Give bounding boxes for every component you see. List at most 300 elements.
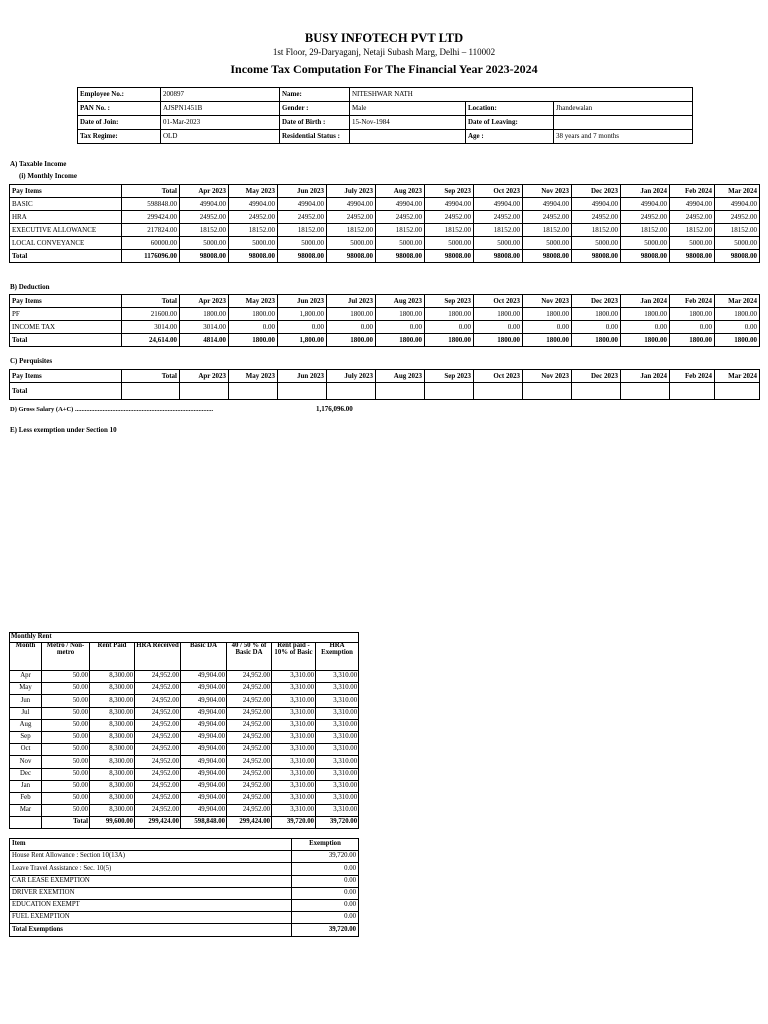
table-cell: 1800.00 — [670, 308, 715, 321]
hra-cell: Apr — [10, 671, 42, 683]
exemption-item: DRIVER EXEMTION — [10, 887, 292, 899]
hra-total-row — [10, 817, 359, 829]
total-cell: 98008.00 — [572, 250, 621, 263]
location-value: Jhandewalan — [554, 102, 693, 116]
hra-total-cell: 99,600.00 — [90, 817, 135, 829]
column-header: Jan 2024 — [621, 295, 670, 308]
table-cell: 18152.00 — [278, 224, 327, 237]
hra-cell: 49,904.00 — [181, 707, 227, 719]
column-header: Pay Items — [10, 370, 122, 383]
table-cell: 49904.00 — [523, 198, 572, 211]
hra-cell: Sep — [10, 731, 42, 743]
table-cell: 1800.00 — [715, 308, 760, 321]
table-cell: 0.00 — [670, 321, 715, 334]
column-header: Pay Items — [10, 295, 122, 308]
hra-row — [10, 756, 359, 768]
hra-cell: 8,300.00 — [90, 756, 135, 768]
gross-salary-value: 1,176,096.00 — [316, 405, 353, 413]
total-cell: 24,614.00 — [122, 334, 180, 347]
column-header: Jul 2023 — [327, 295, 376, 308]
table-cell: 5000.00 — [572, 237, 621, 250]
table-cell: 598848.00 — [122, 198, 180, 211]
total-cell: 1800.00 — [670, 334, 715, 347]
table-row — [10, 237, 760, 250]
emp-no-label: Employee No.: — [78, 88, 161, 102]
hra-cell: 3,310.00 — [316, 683, 359, 695]
table-cell: 24952.00 — [376, 211, 425, 224]
income-header-row — [10, 185, 760, 198]
table-cell: INCOME TAX — [10, 321, 122, 334]
exemption-total-value: 39,720.00 — [292, 924, 359, 936]
hra-cell: 3,310.00 — [316, 671, 359, 683]
total-cell: 98008.00 — [474, 250, 523, 263]
exemption-row — [10, 899, 359, 911]
table-cell: 18152.00 — [327, 224, 376, 237]
hra-cell: 24,952.00 — [135, 756, 181, 768]
hra-cell: 24,952.00 — [135, 731, 181, 743]
hra-row — [10, 671, 359, 683]
table-cell: 5000.00 — [670, 237, 715, 250]
table-cell: 18152.00 — [376, 224, 425, 237]
section-a-heading: A) Taxable Income — [10, 160, 67, 168]
table-cell: 0.00 — [376, 321, 425, 334]
table-row — [10, 321, 760, 334]
table-cell: 0.00 — [715, 321, 760, 334]
hra-cell: 24,952.00 — [135, 695, 181, 707]
table-cell: 24952.00 — [670, 211, 715, 224]
column-header: Nov 2023 — [523, 295, 572, 308]
table-cell: PF — [10, 308, 122, 321]
deduction-table — [9, 294, 760, 347]
table-cell: 18152.00 — [572, 224, 621, 237]
hra-cell: 8,300.00 — [90, 719, 135, 731]
table-cell: 18152.00 — [425, 224, 474, 237]
hra-cell: 24,952.00 — [227, 792, 272, 804]
hra-total-cell: Total — [42, 817, 90, 829]
total-cell: 1800.00 — [229, 334, 278, 347]
hra-cell: 49,904.00 — [181, 719, 227, 731]
column-header: Jun 2023 — [278, 295, 327, 308]
column-header: Apr 2023 — [180, 295, 229, 308]
table-cell: 18152.00 — [229, 224, 278, 237]
total-cell: 4814.00 — [180, 334, 229, 347]
total-cell: 98008.00 — [670, 250, 715, 263]
table-cell: 49904.00 — [376, 198, 425, 211]
section-b-heading: B) Deduction — [10, 283, 50, 291]
table-cell: 49904.00 — [474, 198, 523, 211]
hra-total-cell: 598,848.00 — [181, 817, 227, 829]
column-header: Dec 2023 — [572, 185, 621, 198]
hra-cell: 24,952.00 — [135, 744, 181, 756]
company-name: BUSY INFOTECH PVT LTD — [304, 31, 464, 45]
hra-cell: 8,300.00 — [90, 707, 135, 719]
hra-cell: 3,310.00 — [316, 695, 359, 707]
hra-cell: 3,310.00 — [272, 768, 316, 780]
hra-cell: 24,952.00 — [135, 707, 181, 719]
column-header: Jun 2023 — [278, 185, 327, 198]
hra-row — [10, 805, 359, 817]
table-cell: 1800.00 — [229, 308, 278, 321]
hra-cell: 3,310.00 — [316, 792, 359, 804]
pan-value: AJSPN1451B — [161, 102, 280, 116]
hra-cell: 50.00 — [42, 719, 90, 731]
table-cell: 49904.00 — [180, 198, 229, 211]
table-row — [10, 211, 760, 224]
hra-cell: 3,310.00 — [316, 744, 359, 756]
hra-cell: 24,952.00 — [227, 683, 272, 695]
emp-no-value: 200897 — [161, 88, 280, 102]
column-header: Apr 2023 — [180, 370, 229, 383]
exemption-item-header: Item — [10, 839, 292, 851]
hra-cell: 8,300.00 — [90, 731, 135, 743]
table-cell: 18152.00 — [180, 224, 229, 237]
table-cell: 0.00 — [278, 321, 327, 334]
hra-cell: 3,310.00 — [272, 731, 316, 743]
table-cell: 5000.00 — [180, 237, 229, 250]
employee-row — [78, 116, 693, 130]
hra-cell: 24,952.00 — [135, 671, 181, 683]
hra-cell: 3,310.00 — [272, 744, 316, 756]
exemption-row — [10, 887, 359, 899]
hra-cell: 3,310.00 — [316, 719, 359, 731]
table-row — [10, 224, 760, 237]
table-cell: 18152.00 — [715, 224, 760, 237]
column-header: Sep 2023 — [425, 295, 474, 308]
dob-value: 15-Nov-1984 — [350, 116, 466, 130]
column-header: Mar 2024 — [715, 185, 760, 198]
total-cell: 1,800.00 — [278, 334, 327, 347]
column-header: Oct 2023 — [474, 370, 523, 383]
table-cell: 18152.00 — [670, 224, 715, 237]
total-cell: 98008.00 — [180, 250, 229, 263]
total-row — [10, 334, 760, 347]
total-cell: 98008.00 — [376, 250, 425, 263]
exemption-row — [10, 912, 359, 924]
column-header: Jun 2023 — [278, 370, 327, 383]
table-cell: 5000.00 — [278, 237, 327, 250]
table-cell: 24952.00 — [572, 211, 621, 224]
exemption-item: FUEL EXEMPTION — [10, 912, 292, 924]
hra-cell: 50.00 — [42, 744, 90, 756]
column-header: Sep 2023 — [425, 370, 474, 383]
table-cell: 5000.00 — [229, 237, 278, 250]
hra-total-cell: 299,424.00 — [227, 817, 272, 829]
table-cell: 49904.00 — [229, 198, 278, 211]
table-cell: 5000.00 — [621, 237, 670, 250]
table-cell: 3014.00 — [180, 321, 229, 334]
total-cell: 1800.00 — [474, 334, 523, 347]
table-cell: 5000.00 — [474, 237, 523, 250]
column-header: Dec 2023 — [572, 295, 621, 308]
hra-cell: 24,952.00 — [227, 744, 272, 756]
table-cell: 49904.00 — [425, 198, 474, 211]
exemption-total-row — [10, 924, 359, 936]
hra-header-row — [10, 643, 359, 671]
hra-cell: 8,300.00 — [90, 744, 135, 756]
hra-blank-cell — [10, 817, 42, 829]
hra-column-header: Rent Paid — [90, 643, 135, 671]
hra-cell: 49,904.00 — [181, 768, 227, 780]
total-cell: 98008.00 — [278, 250, 327, 263]
total-cell: 98008.00 — [425, 250, 474, 263]
total-row — [10, 250, 760, 263]
table-cell: 18152.00 — [621, 224, 670, 237]
pan-label: PAN No. : — [78, 102, 161, 116]
table-cell: 18152.00 — [523, 224, 572, 237]
table-cell: 21600.00 — [122, 308, 180, 321]
hra-cell: 49,904.00 — [181, 805, 227, 817]
doj-label: Date of Join: — [78, 116, 161, 130]
hra-cell: 24,952.00 — [227, 756, 272, 768]
hra-cell: 3,310.00 — [316, 805, 359, 817]
column-header: Oct 2023 — [474, 185, 523, 198]
total-cell: Total — [10, 250, 122, 263]
table-cell: BASIC — [10, 198, 122, 211]
total-cell: 98008.00 — [715, 250, 760, 263]
hra-cell: 8,300.00 — [90, 768, 135, 780]
regime-value: OLD — [161, 130, 280, 144]
hra-cell: 8,300.00 — [90, 683, 135, 695]
document-title: Income Tax Computation For The Financial Year 2023-2024 — [230, 62, 538, 76]
hra-cell: Jun — [10, 695, 42, 707]
table-cell: 1800.00 — [572, 308, 621, 321]
exemption-header-row — [10, 839, 359, 851]
table-row — [10, 198, 760, 211]
hra-cell: 50.00 — [42, 695, 90, 707]
total-cell: 98008.00 — [523, 250, 572, 263]
column-header: Feb 2024 — [670, 185, 715, 198]
table-cell: 1800.00 — [523, 308, 572, 321]
hra-column-header: HRA Exemption — [316, 643, 359, 671]
column-header: Dec 2023 — [572, 370, 621, 383]
hra-cell: Aug — [10, 719, 42, 731]
hra-cell: 3,310.00 — [316, 707, 359, 719]
perquisites-total-label: Total — [10, 383, 122, 400]
hra-total-cell: 39,720.00 — [272, 817, 316, 829]
section-a-subheading: (i) Monthly Income — [19, 172, 77, 180]
hra-cell: Jan — [10, 780, 42, 792]
total-cell: 1800.00 — [376, 334, 425, 347]
hra-cell: Dec — [10, 768, 42, 780]
column-header: May 2023 — [229, 370, 278, 383]
total-cell: 98008.00 — [229, 250, 278, 263]
hra-cell: 3,310.00 — [272, 695, 316, 707]
hra-row — [10, 707, 359, 719]
table-cell: HRA — [10, 211, 122, 224]
exemption-item: Leave Travel Assistance : Sec. 10(5) — [10, 863, 292, 875]
hra-row — [10, 731, 359, 743]
column-header: Nov 2023 — [523, 185, 572, 198]
age-label: Age : — [466, 130, 554, 144]
table-cell: 299424.00 — [122, 211, 180, 224]
employee-row — [78, 130, 693, 144]
column-header: Nov 2023 — [523, 370, 572, 383]
gender-value: Male — [350, 102, 466, 116]
hra-cell: 3,310.00 — [272, 671, 316, 683]
column-header: Mar 2024 — [715, 370, 760, 383]
table-cell: 5000.00 — [715, 237, 760, 250]
table-cell: 1800.00 — [621, 308, 670, 321]
column-header: Jan 2024 — [621, 185, 670, 198]
column-header: Mar 2024 — [715, 295, 760, 308]
hra-cell: 8,300.00 — [90, 780, 135, 792]
table-cell: 49904.00 — [715, 198, 760, 211]
table-cell: 24952.00 — [180, 211, 229, 224]
age-value: 38 years and 7 months — [554, 130, 693, 144]
hra-cell: 24,952.00 — [135, 780, 181, 792]
hra-cell: 49,904.00 — [181, 683, 227, 695]
hra-cell: 49,904.00 — [181, 744, 227, 756]
table-cell: LOCAL CONVEYANCE — [10, 237, 122, 250]
hra-cell: 50.00 — [42, 768, 90, 780]
doj-value: 01-Mar-2023 — [161, 116, 280, 130]
column-header: May 2023 — [229, 185, 278, 198]
table-cell: 5000.00 — [425, 237, 474, 250]
exemption-value: 0.00 — [292, 863, 359, 875]
table-cell: 0.00 — [572, 321, 621, 334]
hra-column-header: Rent paid - 10% of Basic — [272, 643, 316, 671]
employee-row — [78, 88, 693, 102]
column-header: Pay Items — [10, 185, 122, 198]
table-cell: 18152.00 — [474, 224, 523, 237]
hra-cell: 24,952.00 — [135, 805, 181, 817]
hra-cell: 50.00 — [42, 792, 90, 804]
table-cell: 3014.00 — [122, 321, 180, 334]
table-cell: 1800.00 — [327, 308, 376, 321]
hra-cell: Jul — [10, 707, 42, 719]
hra-cell: Feb — [10, 792, 42, 804]
hra-row — [10, 780, 359, 792]
exemption-value: 0.00 — [292, 912, 359, 924]
exemption-item: House Rent Allowance : Section 10(13A) — [10, 851, 292, 863]
employee-info-table — [77, 87, 693, 144]
name-value: NITESHWAR NATH — [350, 88, 693, 102]
hra-cell: 49,904.00 — [181, 671, 227, 683]
hra-column-header: 40 / 50 % of Basic DA — [227, 643, 272, 671]
hra-cell: 24,952.00 — [135, 792, 181, 804]
table-cell: 1800.00 — [425, 308, 474, 321]
hra-cell: 3,310.00 — [272, 805, 316, 817]
hra-cell: 8,300.00 — [90, 792, 135, 804]
hra-cell: 50.00 — [42, 683, 90, 695]
table-cell: 0.00 — [229, 321, 278, 334]
exemption-value-header: Exemption — [292, 839, 359, 851]
column-header: Apr 2023 — [180, 185, 229, 198]
column-header: Aug 2023 — [376, 185, 425, 198]
table-cell: 1,800.00 — [278, 308, 327, 321]
dob-label: Date of Birth : — [280, 116, 350, 130]
regime-label: Tax Regime: — [78, 130, 161, 144]
table-cell: 24952.00 — [425, 211, 474, 224]
total-cell: 1800.00 — [425, 334, 474, 347]
company-address: 1st Floor, 29-Daryaganj, Netaji Subash Marg, Delhi – 110002 — [272, 47, 496, 57]
table-cell: 5000.00 — [523, 237, 572, 250]
table-cell: 49904.00 — [327, 198, 376, 211]
residential-value — [350, 130, 466, 144]
column-header: Total — [122, 370, 180, 383]
hra-cell: 50.00 — [42, 707, 90, 719]
hra-cell: 49,904.00 — [181, 780, 227, 792]
table-cell: 0.00 — [523, 321, 572, 334]
exemption-value: 39,720.00 — [292, 851, 359, 863]
deduction-header-row — [10, 295, 760, 308]
hra-caption-row — [10, 633, 359, 643]
hra-total-cell: 39,720.00 — [316, 817, 359, 829]
hra-cell: 24,952.00 — [227, 780, 272, 792]
exemption-value: 0.00 — [292, 875, 359, 887]
total-cell: 1176096.00 — [122, 250, 180, 263]
hra-cell: 50.00 — [42, 805, 90, 817]
column-header: July 2023 — [327, 370, 376, 383]
table-cell: 0.00 — [474, 321, 523, 334]
exemption-row — [10, 863, 359, 875]
table-cell: 49904.00 — [621, 198, 670, 211]
exemption-value: 0.00 — [292, 887, 359, 899]
hra-table — [9, 632, 359, 829]
hra-cell: Nov — [10, 756, 42, 768]
income-table — [9, 184, 760, 263]
hra-cell: 3,310.00 — [316, 780, 359, 792]
hra-cell: 24,952.00 — [135, 768, 181, 780]
perquisites-total-row — [10, 383, 760, 400]
total-cell: 98008.00 — [327, 250, 376, 263]
column-header: Aug 2023 — [376, 370, 425, 383]
hra-cell: 3,310.00 — [272, 756, 316, 768]
table-cell: 0.00 — [425, 321, 474, 334]
dol-label: Date of Leaving: — [466, 116, 554, 130]
column-header: Feb 2024 — [670, 370, 715, 383]
hra-row — [10, 719, 359, 731]
hra-cell: 24,952.00 — [227, 719, 272, 731]
exemption-row — [10, 875, 359, 887]
table-cell: 24952.00 — [715, 211, 760, 224]
hra-cell: 49,904.00 — [181, 756, 227, 768]
table-cell: EXECUTIVE ALLOWANCE — [10, 224, 122, 237]
exemption-row — [10, 851, 359, 863]
hra-cell: 8,300.00 — [90, 805, 135, 817]
column-header: Oct 2023 — [474, 295, 523, 308]
name-label: Name: — [280, 88, 350, 102]
hra-cell: 24,952.00 — [135, 683, 181, 695]
hra-cell: 24,952.00 — [227, 768, 272, 780]
hra-row — [10, 768, 359, 780]
hra-cell: 49,904.00 — [181, 731, 227, 743]
table-cell: 217824.00 — [122, 224, 180, 237]
table-cell: 49904.00 — [278, 198, 327, 211]
hra-total-cell: 299,424.00 — [135, 817, 181, 829]
section-e-heading: E) Less exemption under Section 10 — [10, 426, 117, 434]
hra-cell: 3,310.00 — [272, 719, 316, 731]
table-cell: 49904.00 — [572, 198, 621, 211]
exemption-table — [9, 838, 359, 937]
hra-cell: 8,300.00 — [90, 695, 135, 707]
hra-cell: 3,310.00 — [272, 683, 316, 695]
hra-cell: 3,310.00 — [272, 707, 316, 719]
table-cell: 5000.00 — [327, 237, 376, 250]
hra-cell: May — [10, 683, 42, 695]
dol-value — [554, 116, 693, 130]
hra-column-header: Basic DA — [181, 643, 227, 671]
exemption-value: 0.00 — [292, 899, 359, 911]
hra-cell: Oct — [10, 744, 42, 756]
hra-row — [10, 792, 359, 804]
hra-cell: Mar — [10, 805, 42, 817]
hra-cell: 49,904.00 — [181, 695, 227, 707]
hra-cell: 3,310.00 — [272, 780, 316, 792]
hra-cell: 49,904.00 — [181, 792, 227, 804]
hra-cell: 24,952.00 — [227, 731, 272, 743]
hra-cell: 3,310.00 — [316, 756, 359, 768]
